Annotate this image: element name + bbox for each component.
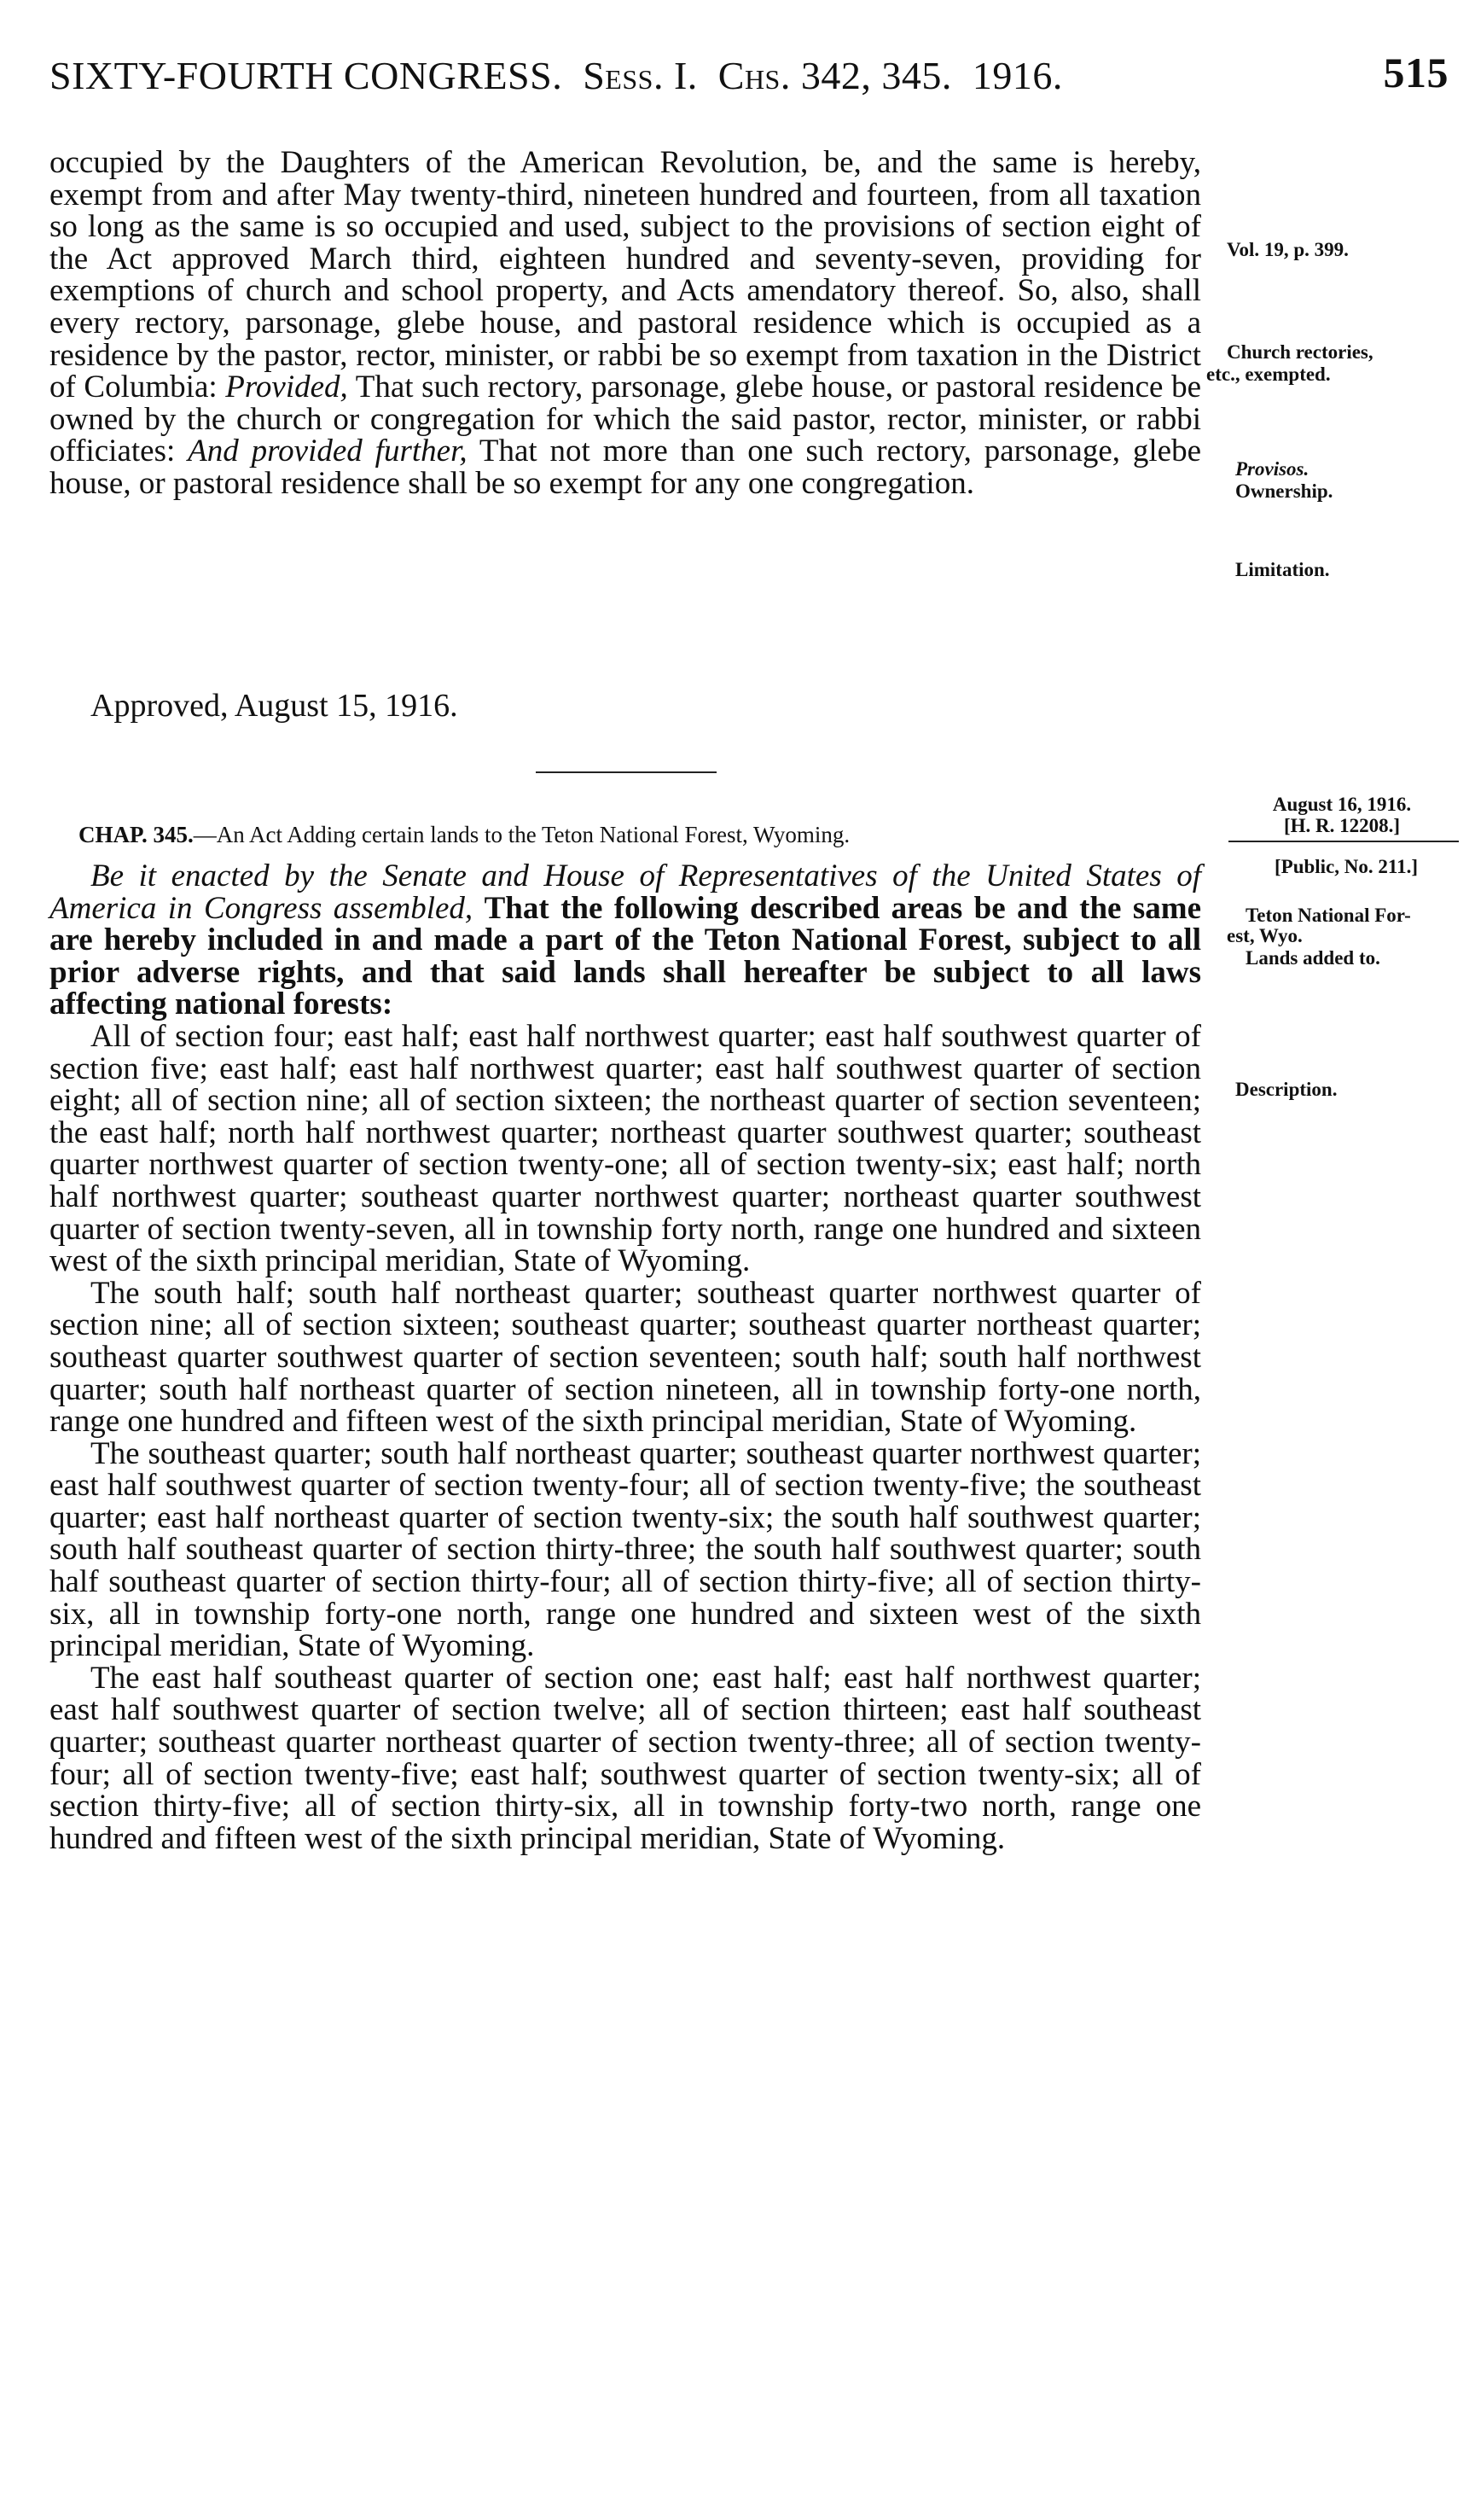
margin-note-teton-2: est, Wyo. xyxy=(1227,925,1303,946)
congress-title: SIXTY-FOURTH CONGRESS. xyxy=(49,54,563,97)
enacting-paragraph xyxy=(49,860,1201,1021)
margin-note-church-rectories: Church rectories, xyxy=(1227,341,1373,363)
chapter-heading xyxy=(78,822,1205,848)
running-head-text xyxy=(49,53,1063,98)
act-body xyxy=(49,860,1201,1854)
margin-divider xyxy=(1228,841,1459,842)
year-label: 1916. xyxy=(972,54,1063,97)
description-paragraph: The east half southeast quarter of section one; east half; east half northwest quarter; east half southwest quarter of section twelve; all of section thirteen; east half southeast quarter; southeast quarter northeast quarter of section twenty-three; all of section twenty-four; all of section twenty-five; east half; southwest quarter of section twenty-six; all of section thirty-five; all of section thirty-six, all in township forty-two north, range one hundred and fifteen west of the sixth principal meridian, State of Wyoming. xyxy=(49,1660,1201,1856)
enacting-clause: Be it enacted by the Senate and House of Representatives of the United States of America in Congress assembled, xyxy=(49,858,1201,926)
description-paragraph: All of section four; east half; east half northwest quarter; east half southwest quarter of section five; east half; east half northwest quarter; east half southwest quarter of section eight; all of section nine; all of section sixteen; the northeast quarter of section seventeen; the east half; north half northwest quarter; northeast quarter southwest quarter; southeast quarter northwest quarter of section twenty-one; all of section twenty-six; east half; north half northwest quarter; southeast quarter northwest quarter; northeast quarter southwest quarter of section twenty-seven, all in township forty north, range one hundred and sixteen west of the sixth principal meridian, State of Wyoming. xyxy=(49,1018,1201,1279)
margin-note-teton-1: Teton National For- xyxy=(1246,905,1411,926)
continued-text: occupied by the Daughters of the American Revolution, be, and the same is hereby, exempt from and after May twenty-third, nineteen hundred and fourteen, from all taxation so long as the same is so occupied and used, subject to the provisions of section eight of the Act approved March third, eighteen hundred and seventy-seven, providing for exemptions of church and school property, and Acts amendatory thereof. So, also, shall every rectory, parsonage, glebe house, and pastoral residence which is occupied as a residence by the pastor, rector, minister, or rabbi be so exempt from taxation in the District of Columbia: xyxy=(49,145,1201,405)
margin-note-public: [Public, No. 211.] xyxy=(1274,856,1419,877)
section-divider xyxy=(536,771,717,773)
margin-note-provisos: Provisos. xyxy=(1235,458,1309,480)
proviso-1-lead: Provided, xyxy=(225,370,348,405)
margin-note-church-rectories-2: etc., exempted. xyxy=(1206,364,1331,385)
running-head xyxy=(49,49,1449,113)
chapter-title: —An Act Adding certain lands to the Teton National Forest, Wyoming. xyxy=(193,822,851,847)
description-paragraph: The southeast quarter; south half northeast quarter; southeast quarter northwest quarter; east half southwest quarter of section twenty-four; all of section twenty-five; the southeast quarter; east half northeast quarter of section twenty-six; the south half southwest quarter; south half southeast quarter of section thirty-three; the south half southwest quarter; south half southeast quarter of section thirty-four; all of section thirty-five; all of section thirty-six, all in township forty-one north, range one hundred and sixteen west of the sixth principal meridian, State of Wyoming. xyxy=(49,1435,1201,1664)
margin-note-bill: [H. R. 12208.] xyxy=(1283,815,1401,836)
margin-note-limitation: Limitation. xyxy=(1235,559,1330,580)
margin-note-date: August 16, 1916. xyxy=(1272,794,1412,815)
margin-note-lands-added: Lands added to. xyxy=(1246,947,1380,969)
proviso-1-text: That such rectory, parsonage, glebe house, or pastoral residence be owned by the church or congregation for which the said pastor, rector, minister, or rabbi officiates: xyxy=(49,370,1201,469)
description-paragraph: The south half; south half northeast quarter; southeast quarter northwest quarter of section nine; all of section sixteen; southeast quarter; southeast quarter northeast quarter; southeast quarter southwest quarter of section seventeen; south half; south half northwest quarter; south half northeast quarter of section nineteen, all in township forty-one north, range one hundred and fifteen west of the sixth principal meridian, State of Wyoming. xyxy=(49,1275,1201,1440)
session-label: Sess. I. xyxy=(583,54,698,97)
margin-note-ownership: Ownership. xyxy=(1235,480,1333,502)
margin-note-description: Description. xyxy=(1235,1079,1338,1100)
margin-note-vol-ref: Vol. 19, p. 399. xyxy=(1227,239,1349,260)
continued-paragraph xyxy=(49,147,1201,500)
proviso-2-text: That not more than one such rectory, parsonage, glebe house, or pastoral residence shall be so exempt for any one congregation. xyxy=(49,434,1202,501)
approved-line: Approved, August 15, 1916. xyxy=(90,688,458,724)
proviso-2-lead: And provided further, xyxy=(188,434,467,469)
chapters-label: Chs. 342, 345. xyxy=(717,54,952,97)
page-number: 515 xyxy=(1383,49,1449,96)
continued-section-text xyxy=(49,147,1201,500)
chapter-label: CHAP. 345. xyxy=(78,822,194,847)
enacting-text: That the following described areas be and the same are hereby included in and made a part of the Teton National Forest, subject to all prior adverse rights, and that said lands shall hereafter be subject to all laws affecting national forests: xyxy=(49,890,1202,1022)
